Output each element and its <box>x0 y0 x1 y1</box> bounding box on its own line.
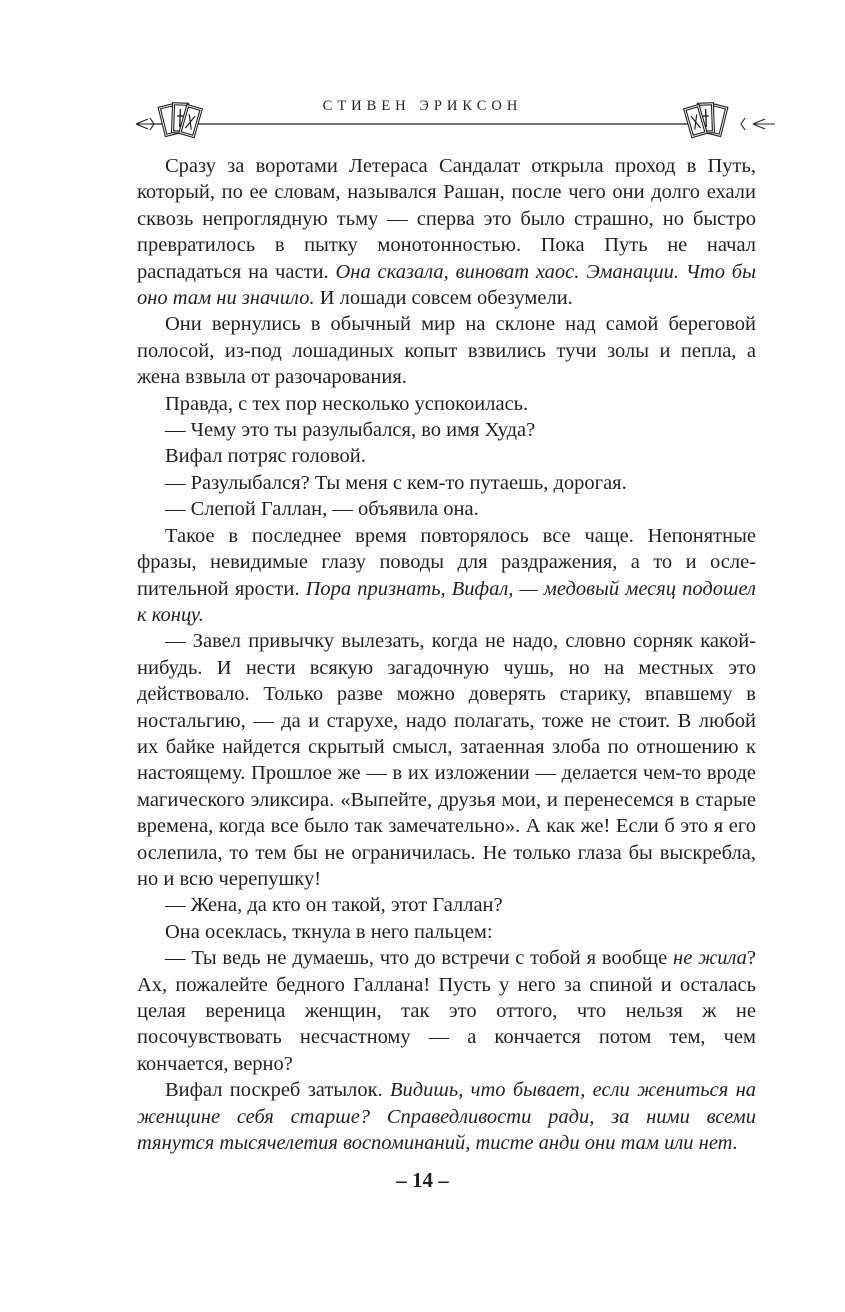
italic-text-run: Видишь, что бывает, если жениться на женщине себя старше? Справедливости ради, за ними всеми тянутся тысячелетия воспоминаний, тисте анди они там или нет. <box>137 1079 756 1155</box>
text-run: Она осеклась, ткнула в него пальцем: <box>165 920 493 943</box>
paragraph <box>137 443 756 469</box>
text-run: — Завел привычку вылезать, когда не надо, словно сорняк какой-нибудь. И нести всякую загадочную чушь, но на местных это действовало. Только разве можно доверять старику, впавшему в ностальгию, — да и старухе, надо полагать, тоже не стоит. В любой их байке найдется скрытый смысл, затаенная злоба по отношению к настоящему. Прошлое же — в их изложении — делается чем-то вроде магического эликсира. «Выпейте, друзья мои, и перенесемся в старые времена, когда все было так замечательно». А как же! Если б это я его ослепила, то тем бы не ограничилась. Не только глаза бы выскребла, но и всю черепушку! <box>137 630 756 890</box>
paragraph <box>137 470 756 496</box>
paragraph <box>137 628 756 892</box>
page-number: – 14 – <box>396 1168 449 1192</box>
text-run: — Жена, да кто он такой, этот Галлан? <box>165 894 503 917</box>
paragraph <box>137 496 756 522</box>
paragraph <box>137 417 756 443</box>
header-ornament <box>0 0 845 160</box>
paragraph <box>137 1077 756 1156</box>
paragraph <box>137 391 756 417</box>
paragraph <box>137 919 756 945</box>
paragraph <box>137 945 756 1077</box>
body-text <box>137 153 756 1156</box>
text-run: — Слепой Галлан, — объявила она. <box>165 498 479 521</box>
paragraph <box>137 892 756 918</box>
text-run: — Ты ведь не думаешь, что до встречи с тобой я вообще <box>165 947 674 970</box>
text-run: — Разулыбался? Ты меня с кем-то путаешь, дорогая. <box>165 471 627 494</box>
running-header <box>0 0 845 160</box>
text-run: Правда, с тех пор несколько успокоилась. <box>165 392 529 415</box>
paragraph <box>137 523 756 629</box>
text-run: Вифал поскреб затылок. <box>165 1079 391 1102</box>
italic-text-run: не жила <box>673 947 747 970</box>
text-run: ? Ах, пожалейте бедного Галлана! Пусть у него за спиной и осталась целая вереница женщин, так это оттого, что нельзя ж не посочувствовать несчастному — а кончается потом тем, чем кончается, верно? <box>137 947 756 1075</box>
text-run: И лошади совсем обезумели. <box>314 287 573 310</box>
italic-text-run: Она сказала, виноват хаос. Эманации. Что бы оно там ни значило. <box>137 260 757 310</box>
text-run: Они вернулись в обычный мир на склоне над самой береговой полосой, из-под лошадиных копыт взвились тучи золы и пепла, а жена взвыла от разочарования. <box>137 313 756 389</box>
italic-text-run: Пора признать, Вифал, — медовый месяц подошел к концу. <box>137 577 756 626</box>
text-run: — Чему это ты разулыбался, во имя Худа? <box>165 419 536 442</box>
running-title: СТИВЕН ЭРИКСОН <box>322 98 523 114</box>
paragraph <box>137 311 756 390</box>
text-run: Такое в последнее время повторялось все чаще. Непонятные фразы, невидимые глазу поводы для раздражения, а то и ослепительной ярости. <box>137 524 756 600</box>
paragraph <box>137 153 756 311</box>
text-run: Вифал потряс головой. <box>165 445 366 468</box>
text-run: Сразу за воротами Летераса Сандалат открыла проход в Путь, который, по ее словам, назывался Рашан, после чего они долго ехали сквозь непроглядную тьму — сперва это было страшно, но быстро превратилось в пытку монотонностью. Пока Путь не начал распадаться на части. <box>137 155 756 283</box>
